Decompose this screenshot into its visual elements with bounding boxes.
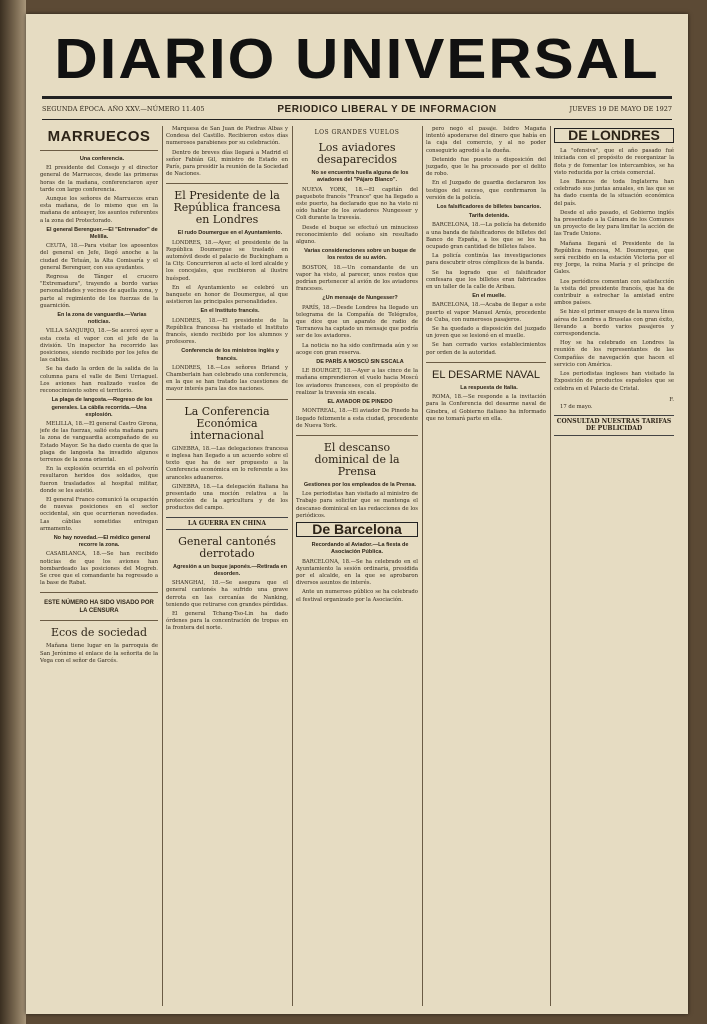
paragraph: LONDRES, 18.—Los señores Briand y Chamberlain han celebrado una conferencia, en la que se han tratado las cuestiones de mayor interés para las dos naciones. [166,364,288,393]
subheading: ¿Un mensaje de Nungesser? [322,295,398,302]
column-rule [162,126,163,1006]
paragraph: En el Juzgado de guardia declararon los testigos del suceso, que confirmaron la versión de la policía. [426,180,546,201]
paragraph: El general Tchang-Tso-Lin ha dado órdenes para la concentración de tropas en la frontera del norte. [166,610,288,632]
divider [296,435,418,436]
paragraph: PARÍS, 18.—Desde Londres ha llegado un telegrama de la Compañía de Telégrafos, que dice que un aparato de radio de Terranova ha captado un mensaje que podría ser de los aviadores. [296,304,418,340]
paragraph: Desde el buque se efectuó un minucioso reconocimiento del océano sin resultado alguno. [296,224,418,246]
paragraph: El presidente del Consejo y el director general de Marruecos, desde las primeras horas de la mañana, conferenciaron ayer tarde con largo conferencia. [40,165,158,193]
paragraph: Mañana llegará el Presidente de la República francesa, M. Doumergue, que será recibido en la estación Victoria por el rey Jorge, la reina María y el príncipe de Gales. [554,240,674,276]
subheading: El general Berenguer.—El "Entrenador" de Melilla. [46,226,158,241]
china-banner: LA GUERRA EN CHINA [166,517,288,530]
paragraph: CASABLANCA, 18.—Se han recibido noticias de que los aviones han bombardeado las posiciones del Mogreb. Se cree que el comandante ha regresado a la base de Rabat. [40,551,158,587]
subheading: En el muelle. [472,293,506,300]
barcelona-heading: De Barcelona [296,522,418,537]
paragraph: BOSTON, 18.—Un comandante de un vapor ha visto, al parecer, unos restos que podrían pertenecer al avión de los aviadores franceses. [296,264,418,293]
column-2 [166,126,288,1006]
paragraph: LE BOURGET, 18.—Ayer a las cinco de la mañana emprendieron el vuelo hacia Moscú los aviadores franceses, con el propósito de realizar la travesía sin escala. [296,368,418,396]
paragraph: La policía continúa las investigaciones para descubrir otros cómplices de la banda. [426,253,546,267]
paragraph: Detenido fue puesto a disposición del juzgado, que le ha procesado por el delito de robo. [426,156,546,178]
subheading: En el Instituto francés. [200,308,260,315]
paragraph: La noticia no ha sido confirmada aún y se acoge con gran reserva. [296,342,418,356]
divider [166,183,288,184]
epoch-line: SEGUNDA ÉPOCA. AÑO XXV.—NÚMERO 11.405 [42,105,205,113]
divider [40,620,158,621]
paragraph: El general Franco comunicó la ocupación de nuevas posiciones en el sector occidental, sin que ocurrieran novedades. Las cábilas sometidas entregan armamento. [40,496,158,532]
paragraph: MONTREAL, 18.—El aviador De Pinedo ha llegado felizmente a esta ciudad, procedente de Nueva York. [296,408,418,429]
column-rule [422,126,423,1006]
column-rule [550,126,551,1006]
subheading: Varias consideraciones sobre un buque de los restos de su avión. [304,248,416,262]
masthead-subhead [42,101,672,117]
paragraph: pero negó el pasaje. Isidro Magaña intentó apoderarse del dinero que había en la caja del comercio, y al no poder conseguirlo agredió a la dueña. [426,126,546,154]
subheading: El rudo Doumergue en el Ayuntamiento. [177,230,283,237]
signature-initial: F. [669,396,674,403]
paragraph: Ante un numeroso público se ha celebrado el festival organizado por la Asociación. [296,589,418,603]
paragraph: Se ha quedado a disposición del juzgado un joven que se lesionó en el muelle. [426,326,546,340]
paragraph: La "ofensiva", que el año pasado fué iniciada con el propósito de reorganizar la flota y de fomentar los intercambios, se ha visto reducida por la crisis comercial. [554,148,674,176]
subheading: La plaga de langosta.—Regreso de los generales. La cábila recorrida.—Una explosión. [51,397,153,418]
presidente-heading: El Presidente de la República francesa en Londres [173,189,281,227]
masthead-rule [42,96,672,99]
paragraph: Se ha logrado que el falsificador confesara que los billetes eran fabricados en un taller de la calle de Aribau. [426,269,546,291]
divider [166,399,288,400]
divider [40,592,158,593]
subheading: En la zona de vanguardia.—Varias noticias. [57,312,147,326]
column-5 [554,126,674,1006]
paragraph: En el Ayuntamiento se celebró un banquete en honor de Doumergue, al que asistieron las principales personalidades. [166,284,288,306]
subheading: La respuesta de Italia. [460,384,518,391]
section-label: LOS GRANDES VUELOS [314,129,400,136]
paragraph: Se ha dado la orden de la salida de la columna para el valle de Beni Urriaguel. Los aviones han realizado vuelos de reconocimiento sobre el territorio. [40,366,158,395]
paragraph: VILLA SANJURJO, 18.—Se acercó ayer a esta costa el vapor con el jefe de la división. Un inspector ha recorrido las posiciones, siendo recibido por los jefes de las cabilas. [40,328,158,364]
paragraph: Marquesa de San Juan de Piedras Albas y Condesa del Castillo. Recibieron estos días numerosos parabienes por su celebración. [166,126,288,147]
paragraph: LONDRES, 18.—Ayer, el presidente de la República Doumergue se trasladó en automóvil desde el palacio de Buckingham a la City. Concurrieron al acto el lord alcalde y los concejales, que recibieron al ilustre huésped. [166,239,288,282]
subheading: No se encuentra huella alguna de los aviadores del "Pájaro Blanco". [311,170,409,184]
dateline: 17 de mayo. [560,403,593,410]
column-3 [296,126,418,1006]
paragraph: Los Bancos de toda Inglaterra han celebrado sus juntas anuales, en las que se ha dado cuenta de la situación económica del país. [554,179,674,207]
paragraph: Mañana tiene lugar en la parroquia de San Jerónimo el enlace de la señorita de la Vega con el señor de Garcés. [40,643,158,664]
desarme-heading: EL DESARME NAVAL [432,368,540,381]
paragraph: BARCELONA, 18.—Se ha celebrado en el Ayuntamiento la sesión ordinaria, presidida por el alcalde, en la que se aprobaron diversos asuntos de interés. [296,558,418,587]
subheading: Los falsificadores de billetes bancarios. [436,204,542,211]
column-1 [40,126,158,1006]
censorship-notice: ESTE NÚMERO HA SIDO VISADO POR LA CENSURA [44,600,154,615]
conferencia-heading: La Conferencia Económica internacional [184,404,270,442]
paragraph: Se han cerrado varios establecimientos por orden de la autoridad. [426,342,546,356]
general-heading: General cantonés derrotado [178,534,276,560]
subheading: Agresión a un buque japonés.—Retirada en desorden. [173,563,287,577]
marruecos-heading: MARRUECOS [47,128,151,145]
subheading: Una conferencia. [79,156,125,162]
paragraph: En la explosión ocurrida en el polvorín resultaron heridos dos soldados, que fueron trasladados al hospital militar, donde se les asistió. [40,466,158,494]
column-rule [292,126,293,1006]
aviadores-heading: Los aviadores desaparecidos [316,141,398,167]
newspaper-page [26,14,688,1014]
subheading: Conferencia de los ministros inglés y francés. [181,348,279,362]
subheading: DE PARÍS A MOSCÚ SIN ESCALA [316,359,404,366]
paragraph: LONDRES, 18.—El presidente de la República francesa ha visitado el Instituto francés, siendo recibido por los alumnos y profesores. [166,317,288,346]
binding-edge [0,0,26,1024]
paragraph: Hoy se ha celebrado en Londres la reunión de los representantes de las Compañías de navegación que hacen el servicio con América. [554,340,674,368]
descanso-heading: El descanso dominical de la Prensa [314,440,400,478]
paragraph: ROMA, 18.—Se responde a la invitación para la Conferencia del desarme naval de Ginebra, el Gobierno italiano ha informado que no tomará parte en ella. [426,394,546,422]
paragraph: MELILLA, 18.—El general Castro Girona, jefe de las fuerzas, salió esta mañana para la zona de vanguardia acompañado de su Estado Mayor. Se ha dado cuenta de que la plaga de langosta ha invadido algunos terrenos de la zona oriental. [40,420,158,463]
column-4 [426,126,546,1006]
advertising-notice: CONSULTAD NUESTRAS TARIFAS DE PUBLICIDAD [554,415,674,435]
paragraph: GINEBRA, 18.—La delegación italiana ha presentado una moción relativa a la protección de la agricultura y de los productos del campo. [166,483,288,512]
paragraph: CEUTA, 18.—Para visitar los aposentos del general en Jefe, llegó anoche a la ciudad de Tetuán, la Alta Comisaría y el general Berenguer, con sus ayudantes. [40,243,158,271]
paragraph: Regresa de Tánger el crucero "Extremadura", trayendo a bordo varias personalidades y vecinos de aquella zona, y parte al regimiento de los fuerzas de la guarnición. [40,274,158,309]
paragraph: Desde el año pasado, el Gobierno inglés ha presentado a la Cámara de los Comunes un proyecto de ley para limitar la acción de las Trade Unions. [554,209,674,238]
subhead-rule [42,119,672,120]
paragraph: BARCELONA, 18.—Acaba de llegar a este puerto el vapor Manuel Arnús, procedente de Cuba, con numerosos pasajeros. [426,302,546,323]
subheading: Recordando al Aviador.—La fiesta de Asociación Pública. [311,542,409,556]
ecos-heading: Ecos de sociedad [50,626,148,640]
tagline: PERIODICO LIBERAL Y DE INFORMACION [277,103,497,115]
subheading: EL AVIADOR DE PINEDO [327,399,393,406]
paragraph: Se hizo el primer ensayo de la nueva línea aérea de Londres a Bruselas con gran éxito, llevando a bordo varios pasajeros y correspondencia. [554,309,674,338]
paragraph: NUEVA YORK, 18.—El capitán del paquebote francés "France" que ha llegado a este puerto, ha declarado que no ha visto ni oído hablar de los aviadores Nungesser y Coli durante la travesía. [296,186,418,222]
paragraph: Los periódicos comentan con satisfacción la visita del presidente francés, que ha de contribuir a estrechar la amistad entre ambos países. [554,278,674,307]
paragraph: SHANGHAI, 18.—Se asegura que el general cantonés ha sufrido una grave derrota en las cercanías de Nanking, teniendo que retirarse con grandes pérdidas. [166,580,288,608]
paragraph: Aunque los señores de Marruecos eran esta mañana, de lo mismo que en la mañana de anteayer, los asuntos referentes a la zona del Protectorado. [40,196,158,224]
issue-date: JUEVES 19 DE MAYO DE 1927 [569,105,672,113]
paragraph: Dentro de breves días llegará a Madrid el señor Fabián Gil, ministro de Estado en París, para presidir la reunión de la Sociedad de Naciones. [166,149,288,178]
paragraph: Los periodistas ingleses han visitado la Exposición de productos españoles que se celebra en el Palacio de Cristal. [554,371,674,392]
paragraph: BARCELONA, 18.—La policía ha detenido a una banda de falsificadores de billetes del Banco de España, a los que se les ha ocupado gran cantidad de billetes falsos. [426,222,546,251]
paragraph: GINEBRA, 18.—Las delegaciones francesa e inglesa han llegado a un acuerdo sobre el texto que ha de ser propuesto a la Conferencia económica en lo referente a los aranceles aduaneros. [166,445,288,481]
masthead-title: DIARIO UNIVERSAL [54,26,660,91]
subheading: No hay novedad.—El médico general recorre la zona. [53,534,151,549]
subheading: Gestiones por los empleados de la Prensa. [303,481,417,488]
divider [40,150,158,151]
paragraph: Los periodistas han visitado al ministro de Trabajo para solicitar que se mantenga el descanso dominical en las redacciones de los periódicos. [296,491,418,519]
divider [426,362,546,363]
subheading: Tarifa detenida. [468,213,510,220]
de-londres-heading: DE LONDRES [554,128,674,143]
